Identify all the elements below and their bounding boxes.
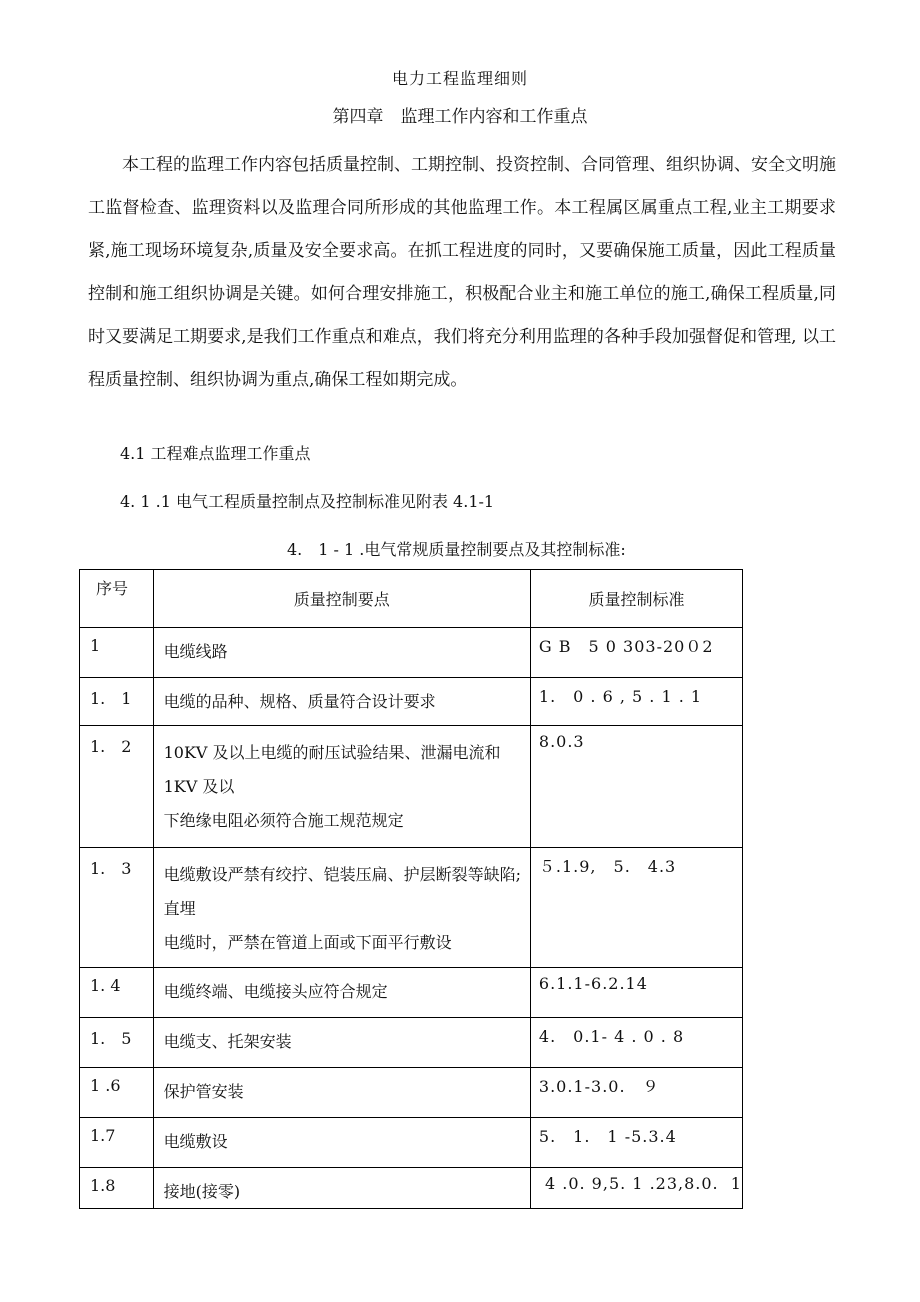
table-row	[80, 1118, 743, 1168]
control-point: 电缆支、托架安装	[153, 1018, 530, 1068]
header-control-standard: 质量控制标准	[530, 570, 742, 628]
table-row	[80, 628, 743, 678]
table-row	[80, 678, 743, 726]
control-standard: G B 5 0 303-20０2	[530, 628, 742, 678]
control-point: 电缆敷设严禁有绞拧、铠装压扁、护层断裂等缺陷; 直埋 电缆时，严禁在管道上面或下面平行敷设	[153, 848, 530, 968]
control-point: 电缆的品种、规格、质量符合设计要求	[153, 678, 530, 726]
section-heading-4-1: 4.1 工程难点监理工作重点	[120, 444, 311, 463]
control-point: 电缆敷设	[153, 1118, 530, 1168]
row-number: 1. 2	[80, 726, 154, 848]
table-header-row	[80, 570, 743, 628]
quality-control-table	[79, 569, 743, 1209]
table-row	[80, 848, 743, 968]
control-point: 接地(接零)	[153, 1168, 530, 1209]
control-point: 10KV 及以上电缆的耐压试验结果、泄漏电流和 1KV 及以 下绝缘电阻必须符合施工规范规定	[153, 726, 530, 848]
table-row	[80, 726, 743, 848]
control-standard: 1. 0 . 6 , 5 . 1 . 1	[530, 678, 742, 726]
control-standard: 8.0.3	[530, 726, 742, 848]
row-number: 1. 4	[80, 968, 154, 1018]
control-standard: 6.1.1-6.2.14	[530, 968, 742, 1018]
row-number: 1	[80, 628, 154, 678]
row-number: 1 .6	[80, 1068, 154, 1118]
control-point: 电缆终端、电缆接头应符合规定	[153, 968, 530, 1018]
intro-paragraph: 本工程的监理工作内容包括质量控制、工期控制、投资控制、合同管理、组织协调、安全文明施工监督检查、监理资料以及监理合同所形成的其他监理工作。本工程属区属重点工程,业主工期要求紧,施工现场环境复杂,质量及安全要求高。在抓工程进度的同时，又要确保施工质量，因此工程质量控制和施工组织协调是关键。如何合理安排施工，积极配合业主和施工单位的施工,确保工程质量,同时又要满足工期要求,是我们工作重点和难点，我们将充分利用监理的各种手段加强督促和管理, 以工程质量控制、组织协调为重点,确保工程如期完成。	[88, 155, 836, 390]
table-body	[80, 628, 743, 1209]
table-row	[80, 1068, 743, 1118]
chapter-heading: 第四章 监理工作内容和工作重点	[332, 107, 588, 127]
row-number: 1. 3	[80, 848, 154, 968]
intro-paragraph-block	[88, 144, 836, 402]
table-caption: 4. 1 - 1 .电气常规质量控制要点及其控制标准:	[287, 540, 626, 559]
table-row	[80, 1018, 743, 1068]
row-number: 1.7	[80, 1118, 154, 1168]
row-number: 1. 1	[80, 678, 154, 726]
table-row	[80, 968, 743, 1018]
document-title: 电力工程监理细则	[391, 69, 528, 88]
control-standard: 5. 1. 1 -5.3.4	[530, 1118, 742, 1168]
control-point: 保护管安装	[153, 1068, 530, 1118]
table-row	[80, 1168, 743, 1209]
header-control-point: 质量控制要点	[153, 570, 530, 628]
control-point: 电缆线路	[153, 628, 530, 678]
control-standard: ５.1.9, 5. 4.3	[530, 848, 742, 968]
section-heading-4-1-1: 4. 1 .1 电气工程质量控制点及控制标准见附表 4.1-1	[120, 492, 495, 511]
row-number: 1.8	[80, 1168, 154, 1209]
control-standard: 3.0.1-3.0. ９	[530, 1068, 742, 1118]
control-standard: 4. 0.1- 4 . 0 . 8	[530, 1018, 742, 1068]
header-no: 序号	[80, 570, 154, 628]
row-number: 1. 5	[80, 1018, 154, 1068]
control-standard: 4 .0. 9,5. 1 .23,8.0. 1	[530, 1168, 742, 1209]
